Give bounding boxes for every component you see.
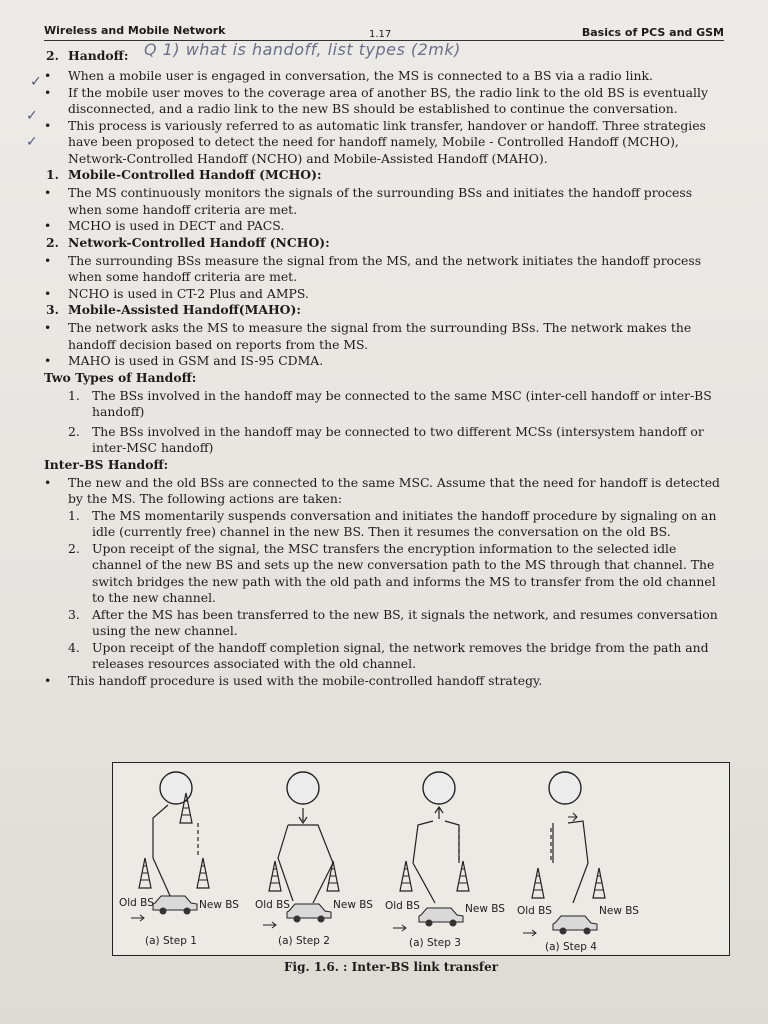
bullet-text: This process is variously referred to as automatic link transfer, handover or handoff. Three strategies have been proposed to detect the need for handoff namely, Mobile - Controlled Handoff (MCHO), Network-Controlled Handoff (NCHO) and Mobile-Assisted Handoff (MAHO). [68,117,706,166]
bullet-text: NCHO is used in CT-2 Plus and AMPS. [68,285,309,301]
bullet-text: The MS continuously monitors the signals of the surrounding BSs and initiates the handoff process when some handoff criteria are met. [68,185,693,217]
new-bs-label: New BS [333,899,373,911]
bullet-icon: • [44,353,52,368]
step-text: Upon receipt of the handoff completion signal, the network removes the bridge from the path and releases resources associated with the old channel. [92,639,709,671]
item-number: 2. [68,423,80,439]
bullet-icon: • [44,68,52,83]
bullet-text: The surrounding BSs measure the signal from the MS, and the network initiates the handoff process when some handoff criteria are met. [68,252,702,284]
step-item [44,640,724,673]
handwritten-note: Q 1) what is handoff, list types (2mk) [144,40,461,59]
bullet-icon: • [44,672,52,688]
list-item [44,286,724,303]
page-body [44,40,724,689]
list-item [44,253,724,286]
bullet-icon: • [44,185,52,200]
figure-inter-bs-link-transfer [112,762,730,956]
bullet-text: This handoff procedure is used with the mobile-controlled handoff strategy. [68,672,543,688]
strategy-number: 1. [46,167,59,182]
bullet-text: The new and the old BSs are connected to the same MSC. Assume that the need for handoff is detected by the MS. The following actions are taken: [68,474,720,506]
step-text: The MS momentarily suspends conversation and initiates the handoff procedure by signaling on an idle (currently free) channel in the new BS. Then it resumes the conversation on the old BS. [92,507,717,539]
list-item [44,85,724,118]
step-item [44,607,724,640]
old-bs-label: Old BS [255,899,290,911]
figure-diagram [113,763,729,955]
bullet-text: The network asks the MS to measure the signal from the surrounding BSs. The network makes the handoff decision based on reports from the MS. [68,320,692,352]
strategy-heading [44,235,724,253]
page-number: 1.17 [369,29,392,40]
list-item [44,424,724,457]
bullet-icon: • [44,117,52,133]
new-bs-label: New BS [465,903,505,915]
bullet-text: MAHO is used in GSM and IS-95 CDMA. [68,353,324,368]
step-number: 4. [68,639,80,655]
strategy-title: Mobile-Controlled Handoff (MCHO): [68,167,322,182]
header-book-title: Wireless and Mobile Network [44,24,226,37]
two-types-heading: Two Types of Handoff: [44,369,197,385]
step-text: After the MS has been transferred to the new BS, it signals the network, and resumes conversation using the new channel. [92,606,718,638]
header-chapter-title: Basics of PCS and GSM [581,26,724,39]
panel-caption: (a) Step 2 [278,935,330,947]
item-text: The BSs involved in the handoff may be connected to two different MCSs (intersystem handoff or inter-MSC handoff) [92,423,704,455]
bullet-text: If the mobile user moves to the coverage area of another BS, the radio link to the old BS is eventually disconnected, and a radio link to the new BS should be established to continue the conversation. [68,84,708,116]
pen-tick-icon: ✓ [26,134,38,150]
panel-caption: (a) Step 3 [409,937,461,949]
step-number: 3. [68,606,80,622]
step-number: 2. [68,540,80,556]
list-item [44,353,724,370]
list-item [44,118,724,168]
pen-tick-icon: ✓ [26,108,38,124]
item-number: 1. [68,387,80,403]
section-number: 2. [46,48,59,63]
bullet-icon: • [44,252,52,268]
panel-caption: (a) Step 4 [545,941,597,953]
list-item [44,673,724,690]
strategy-heading [44,302,724,320]
bullet-icon: • [44,84,52,100]
old-bs-label: Old BS [119,897,154,909]
strategy-number: 2. [46,234,59,250]
list-item [44,185,724,218]
old-bs-label: Old BS [385,900,420,912]
strategy-title: Network-Controlled Handoff (NCHO): [68,234,330,250]
section-handoff-heading [44,40,724,68]
list-item [44,68,724,85]
bullet-icon: • [44,218,52,233]
item-text: The BSs involved in the handoff may be connected to the same MSC (inter-cell handoff or inter-BS handoff) [92,387,712,419]
list-item [44,388,724,421]
list-item [44,320,724,353]
bullet-text: When a mobile user is engaged in conversation, the MS is connected to a BS via a radio link. [68,68,653,83]
bullet-icon: • [44,320,52,335]
new-bs-label: New BS [599,905,639,917]
panel-caption: (a) Step 1 [145,935,197,947]
strategy-number: 3. [46,302,59,317]
step-item [44,541,724,607]
pen-tick-icon: ✓ [30,74,42,90]
page-header [44,24,724,41]
bullet-text: MCHO is used in DECT and PACS. [68,218,285,233]
step-text: Upon receipt of the signal, the MSC transfers the encryption information to the selected idle channel of the new BS and sets up the new conversation path to the MS through that channel. The switch bridges the new path with the old path and informs the MS to transfer from the old channel to the new channel. [92,540,716,605]
new-bs-label: New BS [199,899,239,911]
inter-bs-heading: Inter-BS Handoff: [44,456,169,472]
bullet-icon: • [44,285,52,301]
section-title: Handoff: [68,48,129,63]
step-item [44,508,724,541]
bullet-icon: • [44,474,52,490]
old-bs-label: Old BS [517,905,552,917]
list-item [44,475,724,508]
list-item [44,218,724,235]
figure-caption: Fig. 1.6. : Inter-BS link transfer [284,960,499,974]
strategy-heading [44,167,724,185]
strategy-title: Mobile-Assisted Handoff(MAHO): [68,302,301,317]
step-number: 1. [68,507,80,523]
